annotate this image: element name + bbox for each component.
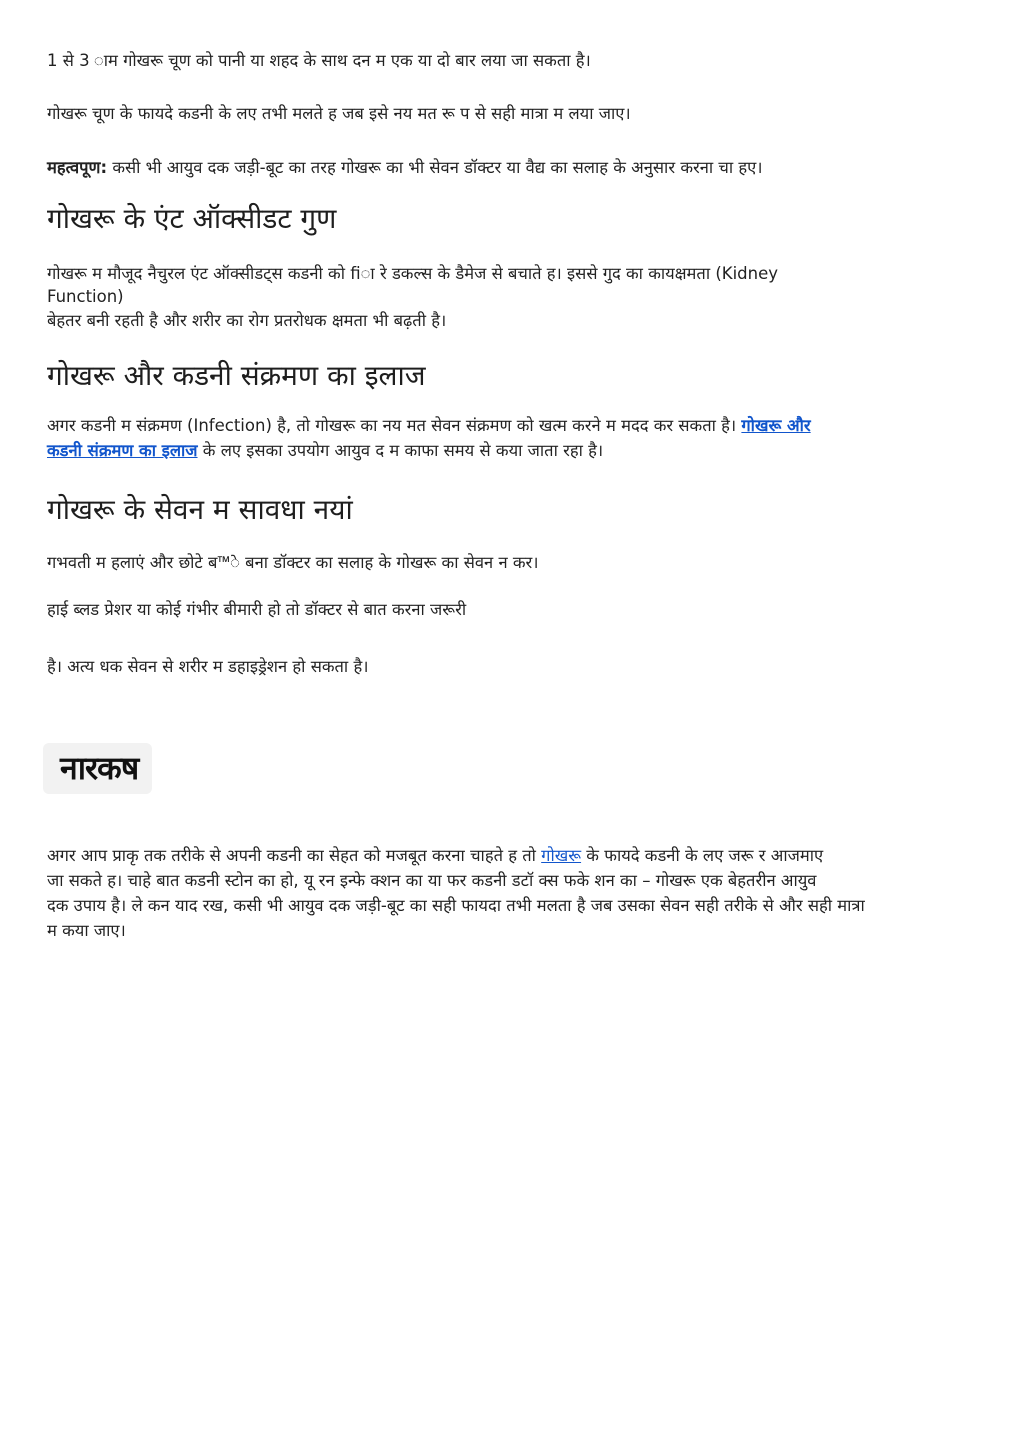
benefit-paragraph: गोखरू चूण के फायदे कडनी के लए तभी मलते ह जब इसे नय मत रू प से सही मात्रा म लया जाए। — [47, 104, 631, 123]
infection-paragraph — [47, 413, 947, 463]
conclusion-paragraph — [47, 843, 982, 943]
conclusion-heading: नारकष — [60, 749, 139, 787]
antioxidant-line-2: Function) — [47, 287, 124, 306]
conclusion-line-3: दक उपाय है। ले कन याद रख, कसी भी आयुव दक जड़ी-बूट का सही फायदा तभी मलता है जब उसका सेवन सही तरीके से और सही मात्रा — [47, 896, 865, 915]
antioxidant-line-1: गोखरू म मौजूद नैचुरल एंट ऑक्सीडट्स कडनी को fiा रे डकल्स के डैमेज से बचाते ह। इससे गुद का कायक्षमता (Kidney — [47, 264, 779, 283]
usage-paragraph: 1 से 3 ाम गोखरू चूण को पानी या शहद के साथ दन म एक या दो बार लया जा सकता है। — [47, 51, 591, 70]
precaution-item-2: हाई ब्लड प्रेशर या कोई गंभीर बीमारी हो तो डॉक्टर से बात करना जरूरी — [47, 600, 467, 619]
precautions-heading: गोखरू के सेवन म सावधा नयां — [47, 493, 353, 526]
important-label: महत्वपूण: — [47, 158, 108, 177]
infection-text-before: अगर कडनी म संक्रमण (Infection) है, तो गोखरू का नय मत सेवन संक्रमण को खत्म करने म मदद कर सकता है। — [47, 416, 742, 435]
conclusion-text-1: अगर आप प्राकृ तक तरीके से अपनी कडनी का सेहत को मजबूत करना चाहते ह तो — [47, 846, 542, 865]
conclusion-text-2: के फायदे कडनी के लए जरू र आजमाए — [581, 846, 824, 865]
precaution-item-1: गभवती म हलाएं और छोटे ब™े बना डॉक्टर का सलाह के गोखरू का सेवन न कर। — [47, 553, 539, 572]
conclusion-line-4: म कया जाए। — [47, 921, 126, 940]
infection-heading: गोखरू और कडनी संक्रमण का इलाज — [47, 359, 426, 392]
antioxidant-line-3: बेहतर बनी रहती है और शरीर का रोग प्रतरोधक क्षमता भी बढ़ती है। — [47, 311, 447, 330]
important-text: कसी भी आयुव दक जड़ी-बूट का तरह गोखरू का भी सेवन डॉक्टर या वैद्य का सलाह के अनुसार करना चा हए। — [107, 158, 763, 177]
conclusion-line-2: जा सकते ह। चाहे बात कडनी स्टोन का हो, यू रन इन्फे क्शन का या फर कडनी डटॉ क्स फके शन का – गोखरू एक बेहतरीन आयुव — [47, 871, 817, 890]
gokhru-link[interactable]: गोखरू — [541, 846, 582, 865]
infection-link-continued[interactable]: कडनी संक्रमण का इलाज — [47, 441, 198, 460]
antioxidant-heading: गोखरू के एंट ऑक्सीडट गुण — [47, 202, 337, 235]
precaution-item-3: है। अत्य धक सेवन से शरीर म डहाइड्रेशन हो सकता है। — [47, 657, 369, 676]
infection-text-after: के लए इसका उपयोग आयुव द म काफा समय से कया जाता रहा है। — [197, 441, 604, 460]
antioxidant-paragraph — [47, 262, 778, 334]
important-paragraph — [47, 155, 763, 180]
infection-link[interactable]: गोखरू और — [741, 416, 811, 435]
